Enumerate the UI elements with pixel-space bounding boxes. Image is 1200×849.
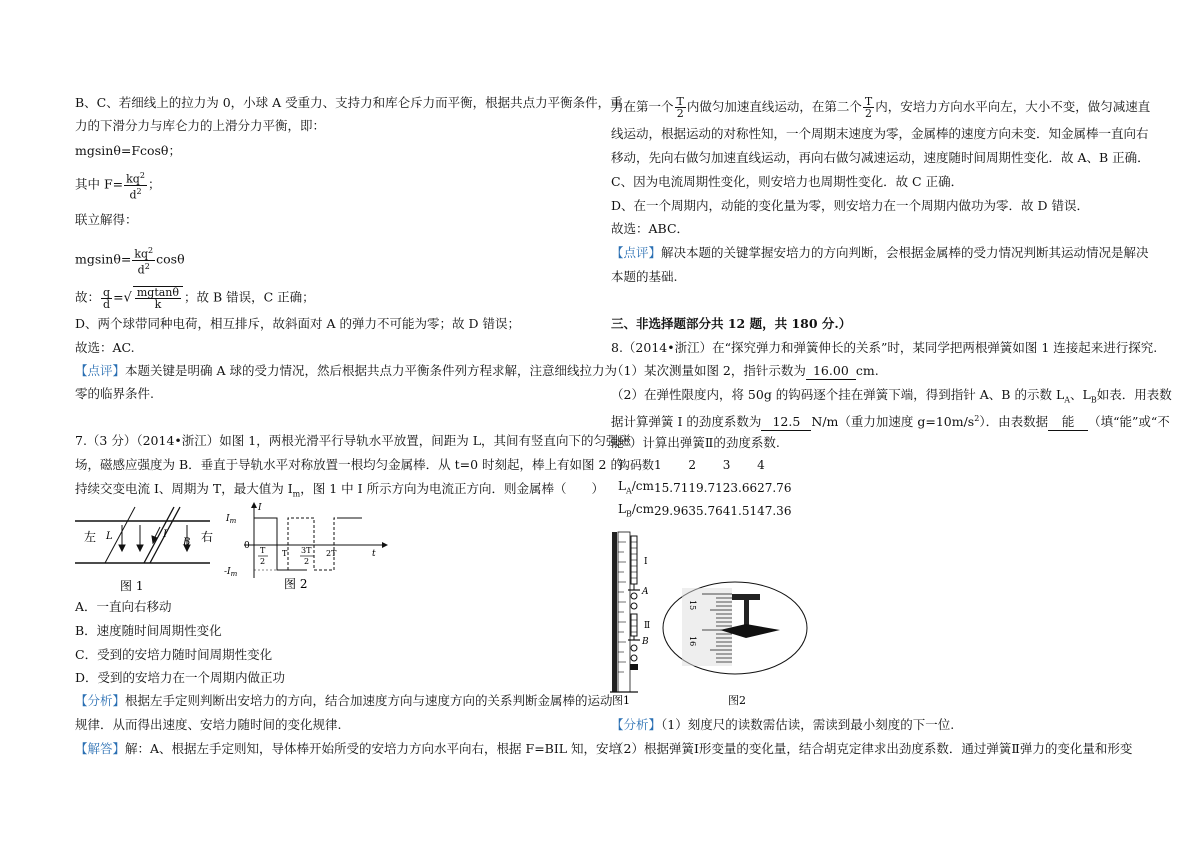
current-label: I: [163, 529, 167, 540]
answer-blank: 12.5: [761, 414, 811, 431]
field-label: B: [183, 537, 191, 548]
question-text: 8.（2014•浙江）在“探究弹力和弹簧伸长的关系”时，某同学把两根弹簧如图 1 连接起来进行探究.: [611, 340, 1158, 355]
equation-line: mgsinθ= $\frac{kq^2}{d^2}$ cosθ: [75, 246, 185, 277]
svg-text:T: T: [282, 549, 288, 558]
text-line: 联立解得：: [75, 212, 138, 227]
spring-apparatus-figure: [608, 528, 664, 706]
text-line: 移动，先向右做匀加速直线运动，再向右做匀减速运动，速度随时间周期性变化．故 A、B 正确．: [611, 150, 1150, 165]
table-row: $L_B/cm$ 29.96 35.76 41.51 47.36: [618, 502, 792, 519]
figure-caption: 图1: [612, 694, 630, 706]
axis-label-i: I: [258, 503, 262, 513]
fraction: $\frac{T}{2}$: [676, 95, 684, 120]
question-text: 能”）计算出弹簧Ⅱ的劲度系数.: [611, 435, 780, 450]
current-waveform-figure: [222, 500, 392, 595]
table-header-row: 钩码数 1 2 3 4: [618, 457, 765, 472]
option-c: C．受到的安培力随时间周期性变化: [75, 647, 273, 662]
analysis-tag: 【分析】: [75, 693, 126, 708]
magnified-reading-figure: [660, 580, 810, 708]
rail-diagram-figure: [70, 505, 220, 595]
svg-text:15: 15: [688, 600, 697, 611]
answer-blank: 能: [1048, 414, 1088, 431]
max-label: $I_m$: [226, 514, 237, 525]
figure-caption: 图 1: [120, 579, 144, 593]
text-line: （2）根据弹簧Ⅰ形变量的变化量，结合胡克定律求出劲度系数．通过弹簧Ⅱ弹力的变化量和形变: [611, 741, 1133, 756]
text-line: 本题的基础.: [611, 269, 678, 284]
svg-text:B: B: [642, 637, 649, 647]
option-d: D．受到的安培力在一个周期内做正功: [75, 670, 286, 685]
text-line: 故选：ABC．: [611, 221, 690, 236]
min-label: $-I_m$: [224, 567, 238, 578]
section-heading: 三、非选择题部分共 12 题，共 180 分.）: [611, 316, 852, 331]
comment-line: 【点评】解决本题的关键掌握安培力的方向判断，会根据金属棒的受力情况判断其运动情况是解决: [611, 245, 1149, 260]
left-label: 左: [84, 530, 97, 544]
text-line: 线运动，根据运动的对称性知，一个周期末速度为零，金属棒的速度方向未变．知金属棒一直向右: [611, 126, 1149, 141]
analysis-line: 【分析】根据左手定则判断出安培力的方向，结合加速度方向与速度方向的关系判断金属棒的运动: [75, 693, 613, 708]
axis-label-t: t: [372, 549, 376, 559]
table-row: $L_A/cm$ 15.71 19.71 23.66 27.76: [618, 479, 792, 496]
fraction: $\frac{q}{d}$: [103, 285, 111, 311]
origin-label: 0: [244, 541, 250, 551]
question-text: 据计算弹簧 I 的劲度系数为 12.5 N/m（重力加速度 $g=10m/s^2$）．由表数据 能 （填“能”或“不: [611, 414, 1170, 430]
equation-line: 故： $\frac{q}{d}$ =√ $\frac{mgtan\theta}{k}$ ；故 B 错误，C 正确；: [75, 285, 315, 311]
right-label: 右: [201, 530, 214, 544]
question-text: （1）某次测量如图 2，指针示数为 16.00 cm.: [611, 363, 879, 378]
svg-text:A: A: [642, 587, 649, 597]
comment-tag: 【点评】: [75, 363, 126, 378]
svg-text:2: 2: [260, 557, 266, 566]
text-line: C、因为电流周期性变化，则安培力也周期性变化．故 C 正确．: [611, 174, 964, 189]
text-line: 规律．从而得出速度、安培力随时间的变化规律.: [75, 717, 342, 732]
svg-text:16: 16: [688, 636, 697, 647]
fraction: $\frac{kq^2}{d^2}$: [126, 171, 145, 202]
answer-blank: 16.00: [806, 363, 856, 380]
text-line: 零的临界条件.: [75, 386, 154, 401]
fraction: $\frac{kq^2}{d^2}$: [134, 246, 154, 277]
svg-text:2: 2: [304, 557, 310, 566]
option-b: B．速度随时间周期性变化: [75, 623, 222, 638]
equation-line: mgsinθ=Fcosθ；: [75, 143, 181, 158]
comment-tag: 【点评】: [611, 245, 662, 260]
svg-text:2T: 2T: [326, 549, 337, 558]
solution-tag: 【解答】: [75, 741, 126, 756]
length-label: L: [106, 531, 113, 542]
text-line: D、在一个周期内，动能的变化量为零，则安培力在一个周期内做功为零．故 D 错误．: [611, 198, 1089, 213]
analysis-line: 【分析】（1）刻度尺的读数需估读，需读到最小刻度的下一位.: [611, 717, 955, 732]
figure-caption: 图2: [728, 694, 746, 707]
question-text: （2）在弹性限度内，将 50g 的钩码逐个挂在弹簧下端，得到指针 A、B 的示数 $L_A$、$L_B$如表．用表数: [611, 387, 1172, 405]
text-line: B、C、若细线上的拉力为 0，小球 A 受重力、支持力和库仑斥力而平衡，根据共点力平衡条件，重: [75, 95, 623, 110]
sqrt-fraction: $\frac{mgtan\theta}{k}$: [133, 286, 183, 310]
svg-text:Ⅰ: Ⅰ: [644, 557, 648, 567]
option-a: A．一直向右移动: [75, 599, 172, 614]
text-line: 力的下滑分力与库仑力的上滑分力平衡，即：: [75, 118, 326, 133]
question-text: 持续交变电流 I、周期为 T，最大值为 $I_m$，图 1 中 I 所示方向为电流正方向．则金属棒（ ）: [75, 481, 605, 499]
data-table: [618, 453, 791, 522]
text-line: D、两个球带同种电荷，相互排斥，故斜面对 A 的弹力不可能为零；故 D 错误；: [75, 316, 520, 331]
question-text: 场，磁感应强度为 B．垂直于导轨水平对称放置一根均匀金属棒．从 t=0 时刻起，棒上有如图 2 的: [75, 457, 623, 472]
text-line: 力在第一个 $\frac{T}{2}$ 内做匀加速直线运动，在第二个 $\frac{T}{2}$ 内，安培力方向水平向左，大小不变，做匀减速直: [611, 95, 1151, 120]
question-text: 7.（3 分）（2014•浙江）如图 1，两根光滑平行导轨水平放置，间距为 L，其间有竖直向下的匀强磁: [75, 433, 631, 448]
svg-text:Ⅱ: Ⅱ: [644, 621, 651, 631]
svg-text:3T: 3T: [301, 546, 312, 555]
comment-line: 【点评】本题关键是明确 A 球的受力情况，然后根据共点力平衡条件列方程求解，注意细线拉力为: [75, 363, 617, 378]
figure-caption: 图 2: [284, 577, 308, 591]
svg-text:T: T: [260, 546, 266, 555]
solution-line: 【解答】解：A、根据左手定则知，导体棒开始所受的安培力方向水平向右，根据 F=BIL 知，安培: [75, 741, 622, 756]
equation-line: 其中 F= $\frac{kq^2}{d^2}$ ；: [75, 171, 161, 202]
text-line: 故选：AC.: [75, 340, 135, 355]
analysis-tag: 【分析】: [611, 717, 662, 732]
fraction: $\frac{T}{2}$: [864, 95, 873, 120]
